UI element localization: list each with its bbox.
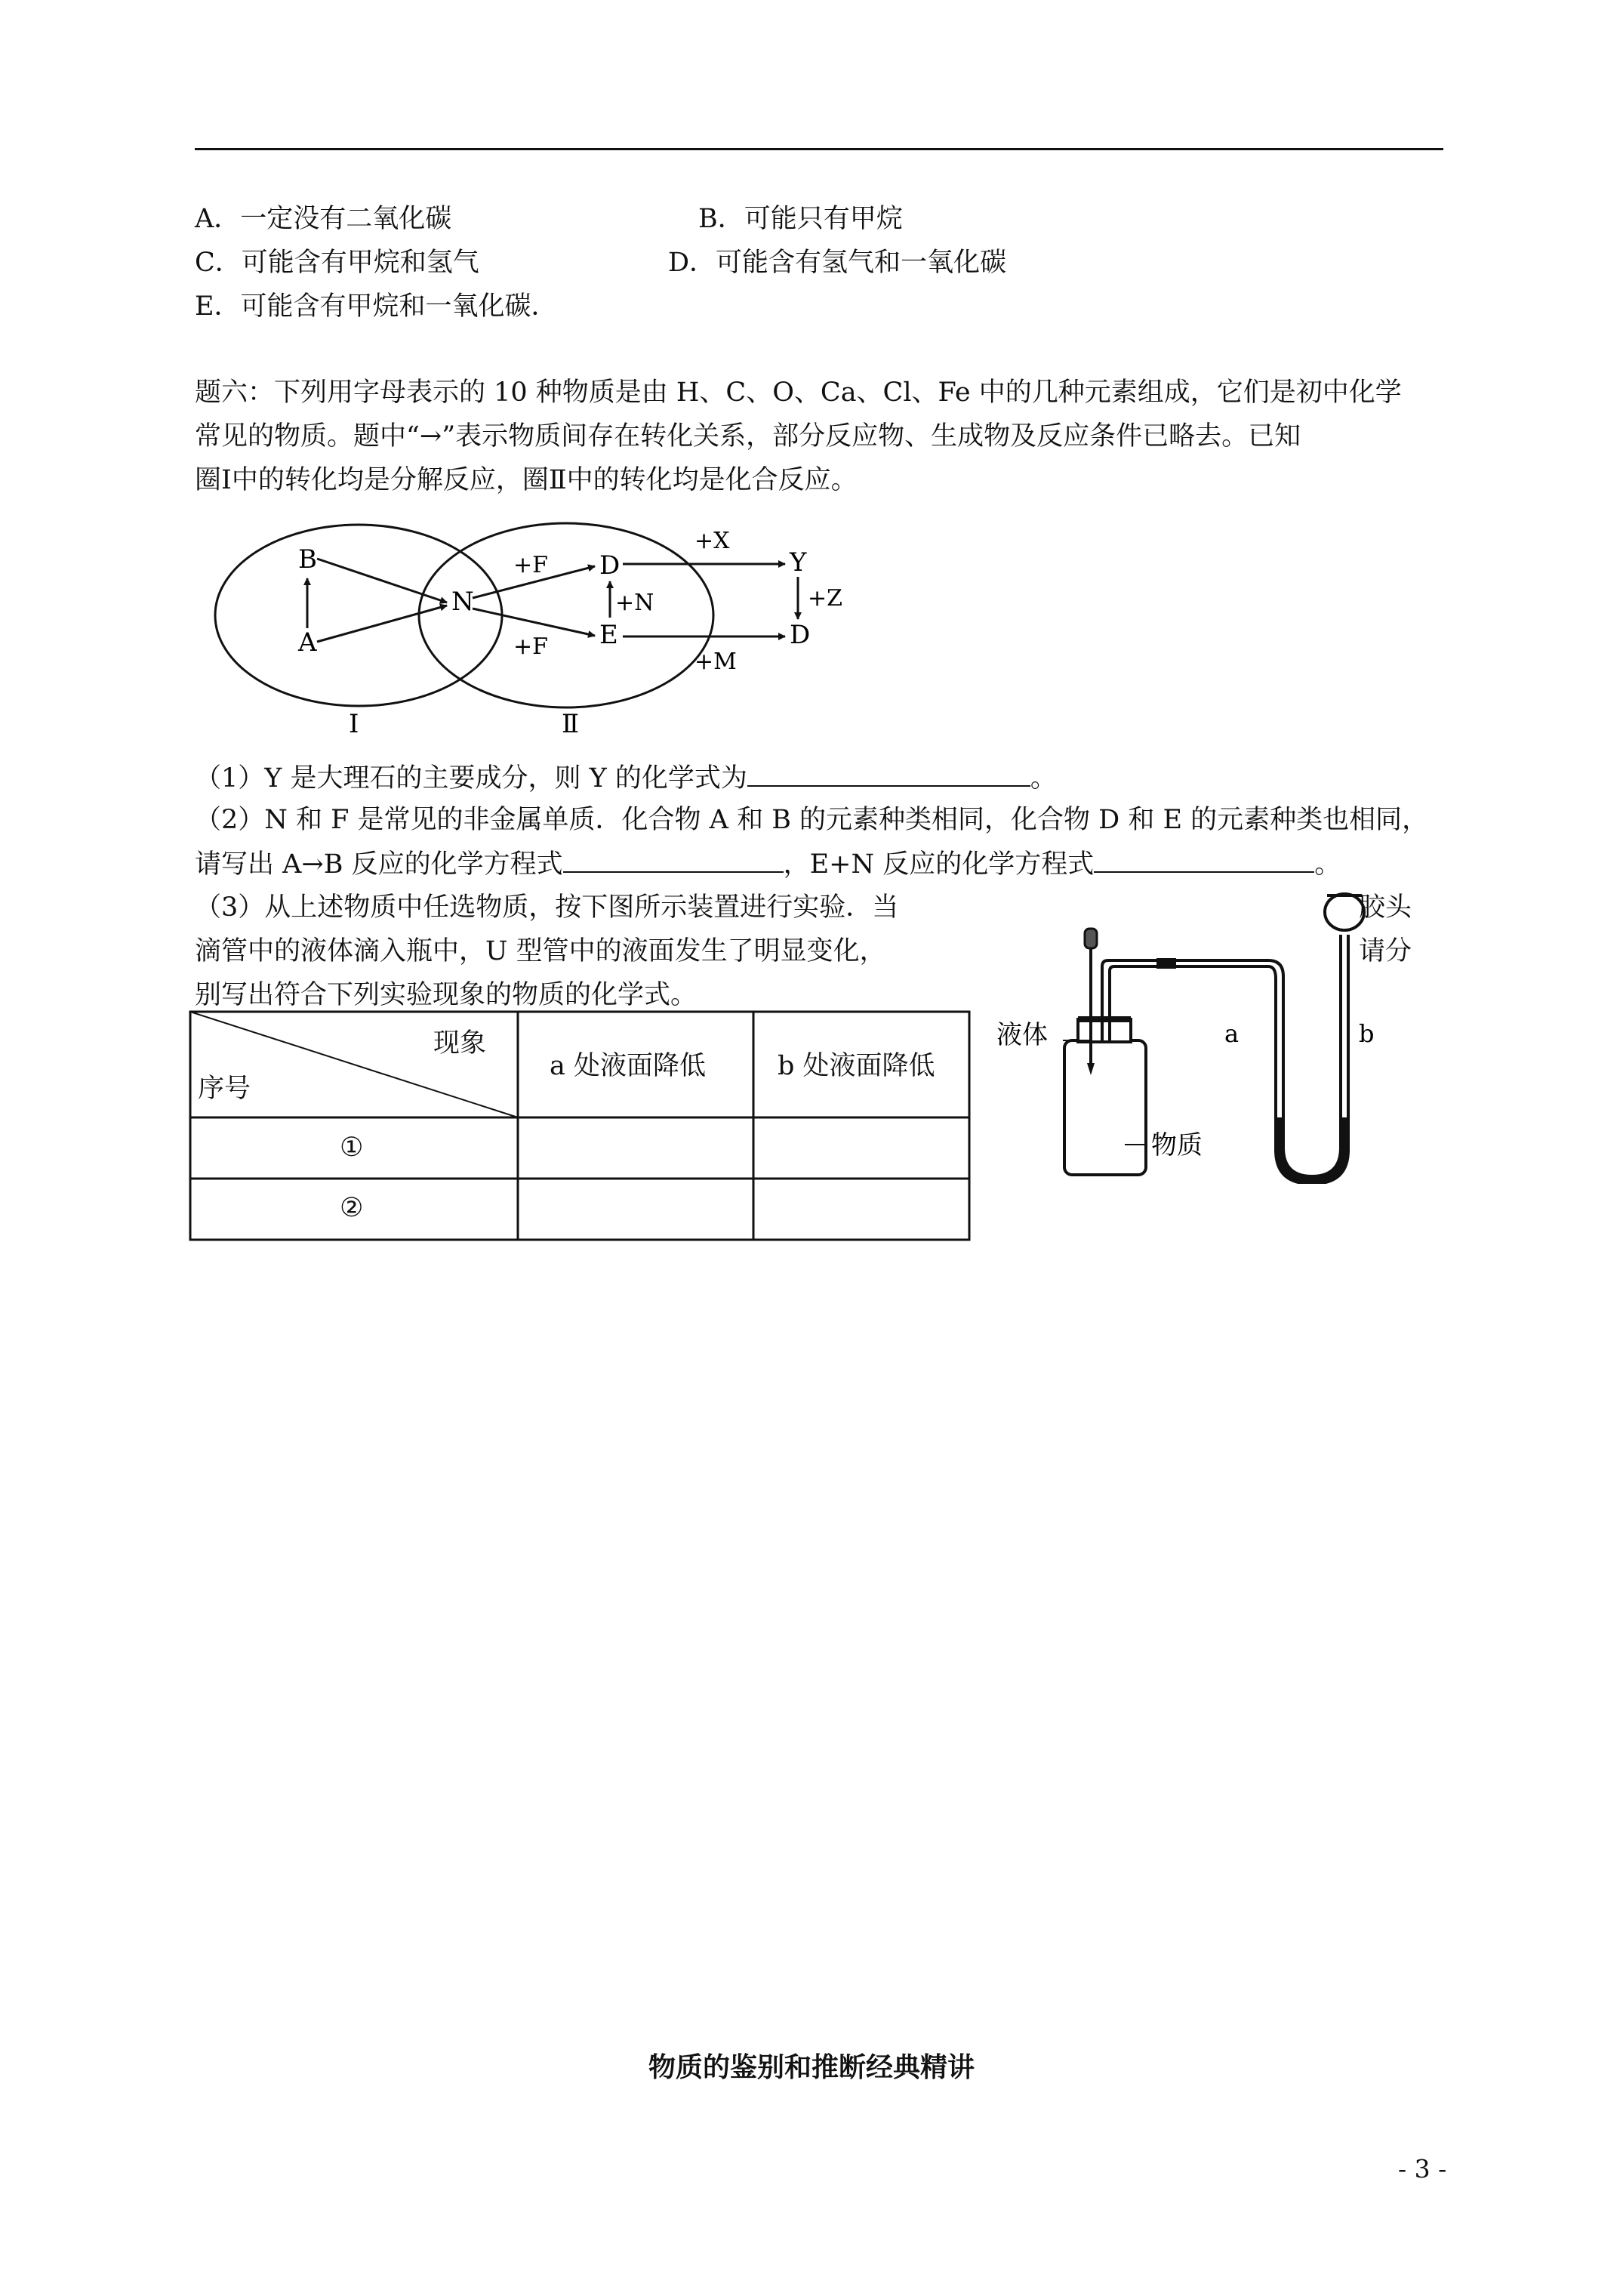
problem6-line2: 常见的物质。题中“→”表示物质间存在转化关系，部分反应物、生成物及反应条件已略去。已知 xyxy=(195,421,1301,451)
footer-title: 物质的鉴别和推断经典精讲 xyxy=(648,2051,975,2083)
bottle xyxy=(1064,1040,1146,1175)
q1-suffix: 。 xyxy=(1030,763,1057,794)
question-2-line1: （2）N 和 F 是常见的非金属单质．化合物 A 和 B 的元素种类相同，化合物 D 和 E 的元素种类也相同， xyxy=(195,805,1429,835)
question-3-line2-right: 请分 xyxy=(1359,936,1412,966)
option-e: E．可能含有甲烷和一氧化碳． xyxy=(195,291,558,322)
top-rule xyxy=(195,148,1443,150)
option-a: A．一定没有二氧化碳 xyxy=(195,204,452,234)
question-3-line1-right: 胶头 xyxy=(1359,892,1412,923)
table-header-col-a: a 处液面降低 xyxy=(550,1051,706,1081)
funnel-bulb xyxy=(1325,894,1364,930)
u-tube-liquid xyxy=(1276,1117,1348,1184)
bottle-stopper xyxy=(1078,1019,1131,1042)
q2-answer-blank-2[interactable] xyxy=(1094,849,1314,873)
q2-answer-blank-1[interactable] xyxy=(563,849,784,873)
table-header-phenomenon: 现象 xyxy=(433,1028,487,1059)
option-d: D．可能含有氢气和一氧化碳 xyxy=(668,248,1007,278)
label-e: E xyxy=(599,620,618,650)
label-b: b xyxy=(1359,1019,1375,1048)
transformation-diagram xyxy=(204,513,883,755)
question-3-line2: 滴管中的液体滴入瓶中，U 型管中的液面发生了明显变化， xyxy=(195,936,886,966)
q1-answer-blank[interactable] xyxy=(747,763,1030,787)
dropper-bulb xyxy=(1085,929,1097,948)
answer-cell-1b[interactable] xyxy=(756,1120,967,1177)
label-d1: D xyxy=(599,550,621,581)
table-row-2-label: ② xyxy=(340,1193,364,1223)
q2-suffix: 。 xyxy=(1314,849,1341,880)
label-n: N xyxy=(451,587,474,617)
label-plus-m: +M xyxy=(694,649,737,675)
label-plus-f-top: +F xyxy=(513,552,548,578)
problem6-line3: 圈Ⅰ中的转化均是分解反应，圈Ⅱ中的转化均是化合反应。 xyxy=(195,465,858,495)
label-d2: D xyxy=(790,620,811,650)
option-c: C．可能含有甲烷和氢气 xyxy=(195,248,479,278)
answer-cell-2a[interactable] xyxy=(521,1182,751,1238)
arrow-a-to-n xyxy=(317,606,447,642)
q2-prefix: 请写出 A→B 反应的化学方程式 xyxy=(195,849,563,880)
label-circle-two: Ⅱ xyxy=(562,709,580,739)
page-number: - 3 - xyxy=(1398,2154,1447,2184)
label-plus-n: +N xyxy=(615,590,654,616)
label-liquid: 液体 xyxy=(996,1020,1048,1050)
table-header-index: 序号 xyxy=(198,1074,251,1104)
problem6-line1: 题六：下列用字母表示的 10 种物质是由 H、C、O、Ca、Cl、Fe 中的几种元素组成，它们是初中化学 xyxy=(195,378,1402,408)
label-substance: 物质 xyxy=(1151,1130,1203,1160)
question-2-line2 xyxy=(195,849,1341,880)
table-header-col-b: b 处液面降低 xyxy=(778,1051,935,1081)
label-circle-one: Ⅰ xyxy=(349,709,359,739)
option-b: B．可能只有甲烷 xyxy=(698,204,903,234)
answer-cell-1a[interactable] xyxy=(521,1120,751,1177)
label-plus-f-bottom: +F xyxy=(513,633,548,660)
arrow-b-to-n xyxy=(317,559,447,603)
table-row-1-label: ① xyxy=(340,1133,364,1163)
q2-mid: ，E+N 反应的化学方程式 xyxy=(783,849,1095,880)
answer-cell-2b[interactable] xyxy=(756,1182,967,1238)
arrow-n-to-e xyxy=(473,609,595,636)
question-1 xyxy=(195,763,1057,794)
question-3-line3: 别写出符合下列实验现象的物质的化学式。 xyxy=(195,980,698,1010)
question-3-line1: （3）从上述物质中任选物质，按下图所示装置进行实验．当 xyxy=(195,892,899,923)
label-plus-z: +Z xyxy=(808,585,842,612)
label-plus-x: +X xyxy=(694,528,730,554)
apparatus-diagram xyxy=(981,882,1404,1184)
label-a: A xyxy=(298,627,317,658)
label-b: B xyxy=(298,544,317,575)
label-a: a xyxy=(1224,1019,1240,1048)
label-y: Y xyxy=(790,547,807,578)
q1-prefix: （1）Y 是大理石的主要成分，则 Y 的化学式为 xyxy=(195,763,747,794)
